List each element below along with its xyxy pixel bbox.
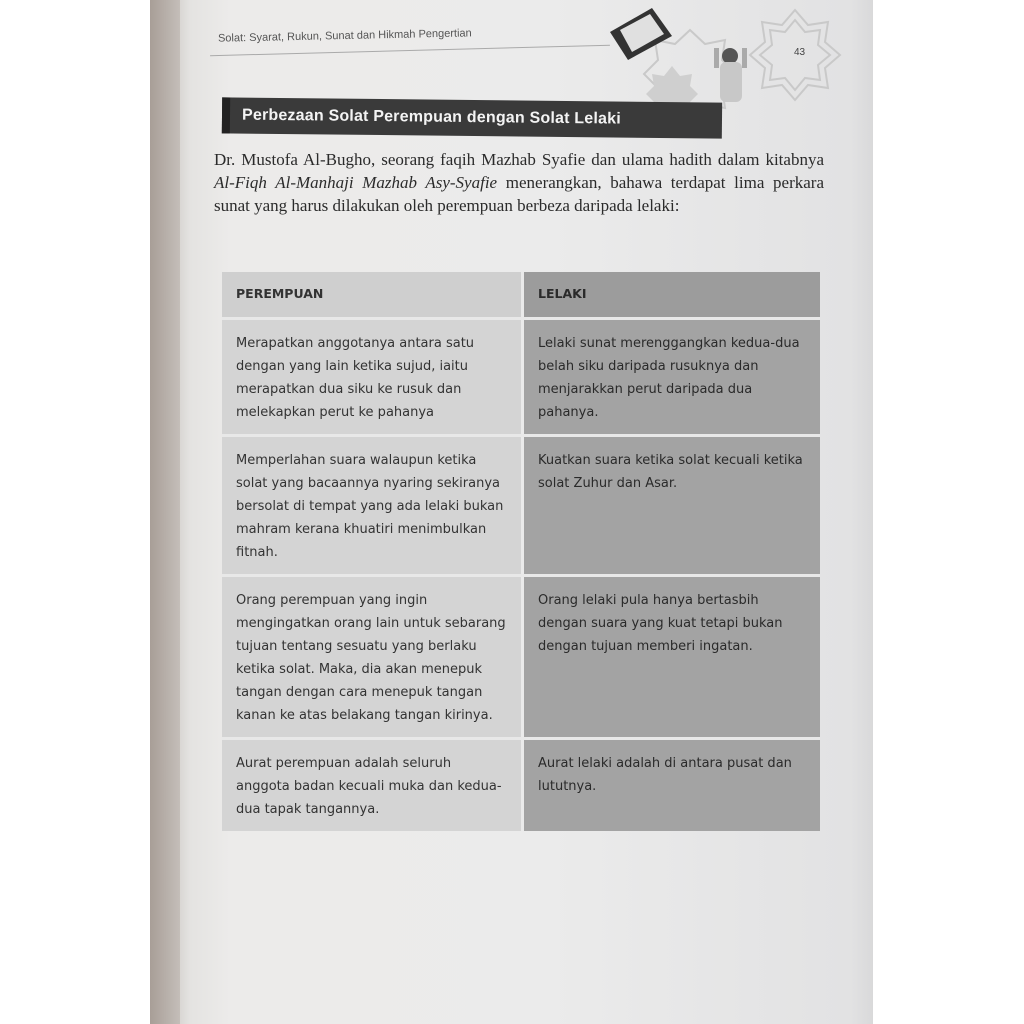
section-title: Perbezaan Solat Perempuan dengan Solat Lelaki xyxy=(241,106,621,128)
header-decoration xyxy=(580,0,850,110)
table-header-row xyxy=(222,272,820,320)
book-title: Al-Fiqh Al-Manhaji Mazhab Asy-Syafie xyxy=(214,173,498,192)
header-perempuan: PEREMPUAN xyxy=(222,272,524,317)
intro-paragraph xyxy=(214,148,824,217)
running-head: Solat: Syarat, Rukun, Sunat dan Hikmah Pengertian xyxy=(217,27,472,45)
header-rule xyxy=(210,45,610,56)
comparison-table xyxy=(222,272,820,831)
table-row xyxy=(222,437,820,577)
table-row xyxy=(222,740,820,831)
prayer-mat-illustration xyxy=(610,8,672,60)
cell-lelaki: Orang lelaki pula hanya bertasbih dengan suara yang kuat tetapi bukan dengan tujuan memberi ingatan. xyxy=(524,577,820,737)
cell-lelaki: Lelaki sunat merenggangkan kedua-dua belah siku daripada rusuknya dan menjarakkan perut daripada dua pahanya. xyxy=(524,320,820,434)
page-number: 43 xyxy=(794,47,806,58)
cell-perempuan: Orang perempuan yang ingin mengingatkan orang lain untuk sebarang tujuan tentang sesuatu yang berlaku ketika solat. Maka, dia akan menepuk tangan dengan cara menepuk tangan kanan ke atas belakang tangan kirinya. xyxy=(222,577,524,737)
cell-perempuan: Merapatkan anggotanya antara satu dengan yang lain ketika sujud, iaitu merapatkan dua siku ke rusuk dan melekapkan perut ke pahanya xyxy=(222,320,524,434)
section-title-banner xyxy=(222,97,722,138)
table-row xyxy=(222,320,820,437)
header-lelaki: LELAKI xyxy=(524,272,820,317)
table-row xyxy=(222,577,820,740)
cell-lelaki: Kuatkan suara ketika solat kecuali ketika solat Zuhur dan Asar. xyxy=(524,437,820,574)
cell-perempuan: Memperlahan suara walaupun ketika solat yang bacaannya nyaring sekiranya bersolat di tempat yang ada lelaki bukan mahram kerana khuatiri menimbulkan fitnah. xyxy=(222,437,524,574)
praying-man-illustration xyxy=(714,48,747,102)
book-spine xyxy=(150,0,180,1024)
intro-text-continued: menerangkan, bahawa terdapat lima perkara sunat yang harus dilakukan oleh perempuan berbeza daripada lelaki: xyxy=(214,173,824,215)
cell-perempuan: Aurat perempuan adalah seluruh anggota badan kecuali muka dan kedua-dua tapak tangannya. xyxy=(222,740,524,831)
cell-lelaki: Aurat lelaki adalah di antara pusat dan lututnya. xyxy=(524,740,820,831)
intro-text: Dr. Mustofa Al-Bugho, seorang faqih Mazhab Syafie dan ulama hadith dalam kitabnya xyxy=(214,150,824,169)
book-page xyxy=(150,0,873,1024)
